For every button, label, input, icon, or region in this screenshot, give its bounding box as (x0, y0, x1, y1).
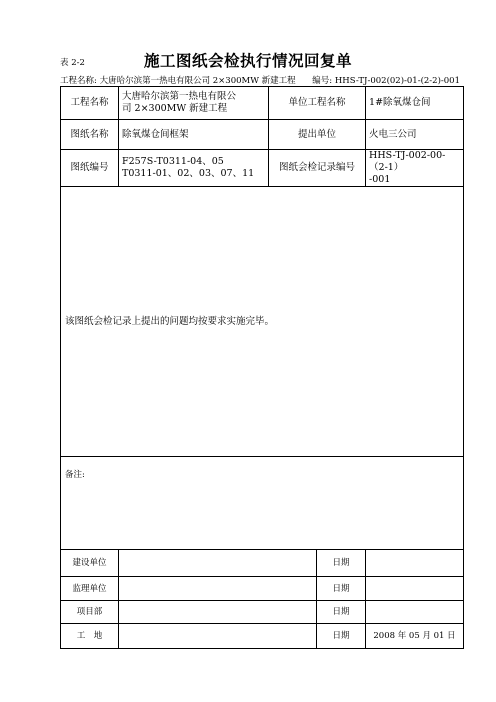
row-drawing-name (61, 120, 464, 150)
record-no-value (366, 150, 464, 187)
project-name-value (119, 87, 269, 120)
signature-row (61, 601, 464, 624)
signature-party: 项目部 (61, 601, 119, 624)
project-name-line-1: 大唐哈尔滨第一热电有限公 (122, 91, 237, 102)
signature-space (119, 601, 317, 624)
signature-row (61, 550, 464, 577)
submitter-label: 提出单位 (269, 120, 366, 150)
row-remarks (61, 457, 464, 550)
signature-date-value (366, 550, 464, 577)
signature-space (119, 624, 317, 649)
remarks-cell (61, 457, 464, 550)
form-table (60, 86, 464, 649)
signature-date-value: 2008 年 05 月 01 日 (366, 624, 464, 649)
record-no-line-1: HHS-TJ-002-00-（2-1） (369, 150, 446, 173)
drawing-no-label: 图纸编号 (61, 150, 119, 187)
signature-date-label: 日期 (317, 577, 366, 601)
project-name-line-2: 司 2×300MW 新建工程 (122, 103, 228, 114)
signature-space (119, 577, 317, 601)
unit-project-label: 单位工程名称 (269, 87, 366, 120)
signature-date-label: 日期 (317, 601, 366, 624)
content-text: 该图纸会检记录上提出的问题均按要求实施完毕。 (65, 315, 275, 327)
signature-party: 建设单位 (61, 550, 119, 577)
drawing-no-line-1: F257S-T0311-04、05 (122, 156, 224, 167)
signature-party: 监理单位 (61, 577, 119, 601)
content-cell (61, 187, 464, 457)
record-no-line-2: -001 (369, 174, 391, 185)
unit-project-value: 1#除氧煤仓间 (366, 87, 464, 120)
drawing-name-label: 图纸名称 (61, 120, 119, 150)
table-number: 表 2-2 (60, 58, 85, 68)
remarks-label: 备注: (65, 470, 85, 480)
drawing-no-line-2: T0311-01、02、03、07、11 (122, 168, 255, 179)
signature-row (61, 624, 464, 649)
signature-row (61, 577, 464, 601)
submitter-value: 火电三公司 (366, 120, 464, 150)
record-no-label: 图纸会检记录编号 (269, 150, 366, 187)
project-name-label: 工程名称 (61, 87, 119, 120)
signature-date-label: 日期 (317, 550, 366, 577)
signature-date-value (366, 601, 464, 624)
row-project-name (61, 87, 464, 120)
code-line: 编号: HHS-TJ-002(02)-01-(2-2)-001 (312, 76, 460, 86)
signature-space (119, 550, 317, 577)
signature-date-label: 日期 (317, 624, 366, 649)
signature-party: 工 地 (61, 624, 119, 649)
row-content (61, 187, 464, 457)
project-line: 工程名称: 大唐哈尔滨第一热电有限公司 2×300MW 新建工程 (60, 76, 296, 86)
drawing-no-value (119, 150, 269, 187)
row-drawing-no (61, 150, 464, 187)
drawing-name-value: 除氧煤仓间框架 (119, 120, 269, 150)
page-title: 施工图纸会检执行情况回复单 (143, 51, 352, 70)
signature-date-value (366, 577, 464, 601)
